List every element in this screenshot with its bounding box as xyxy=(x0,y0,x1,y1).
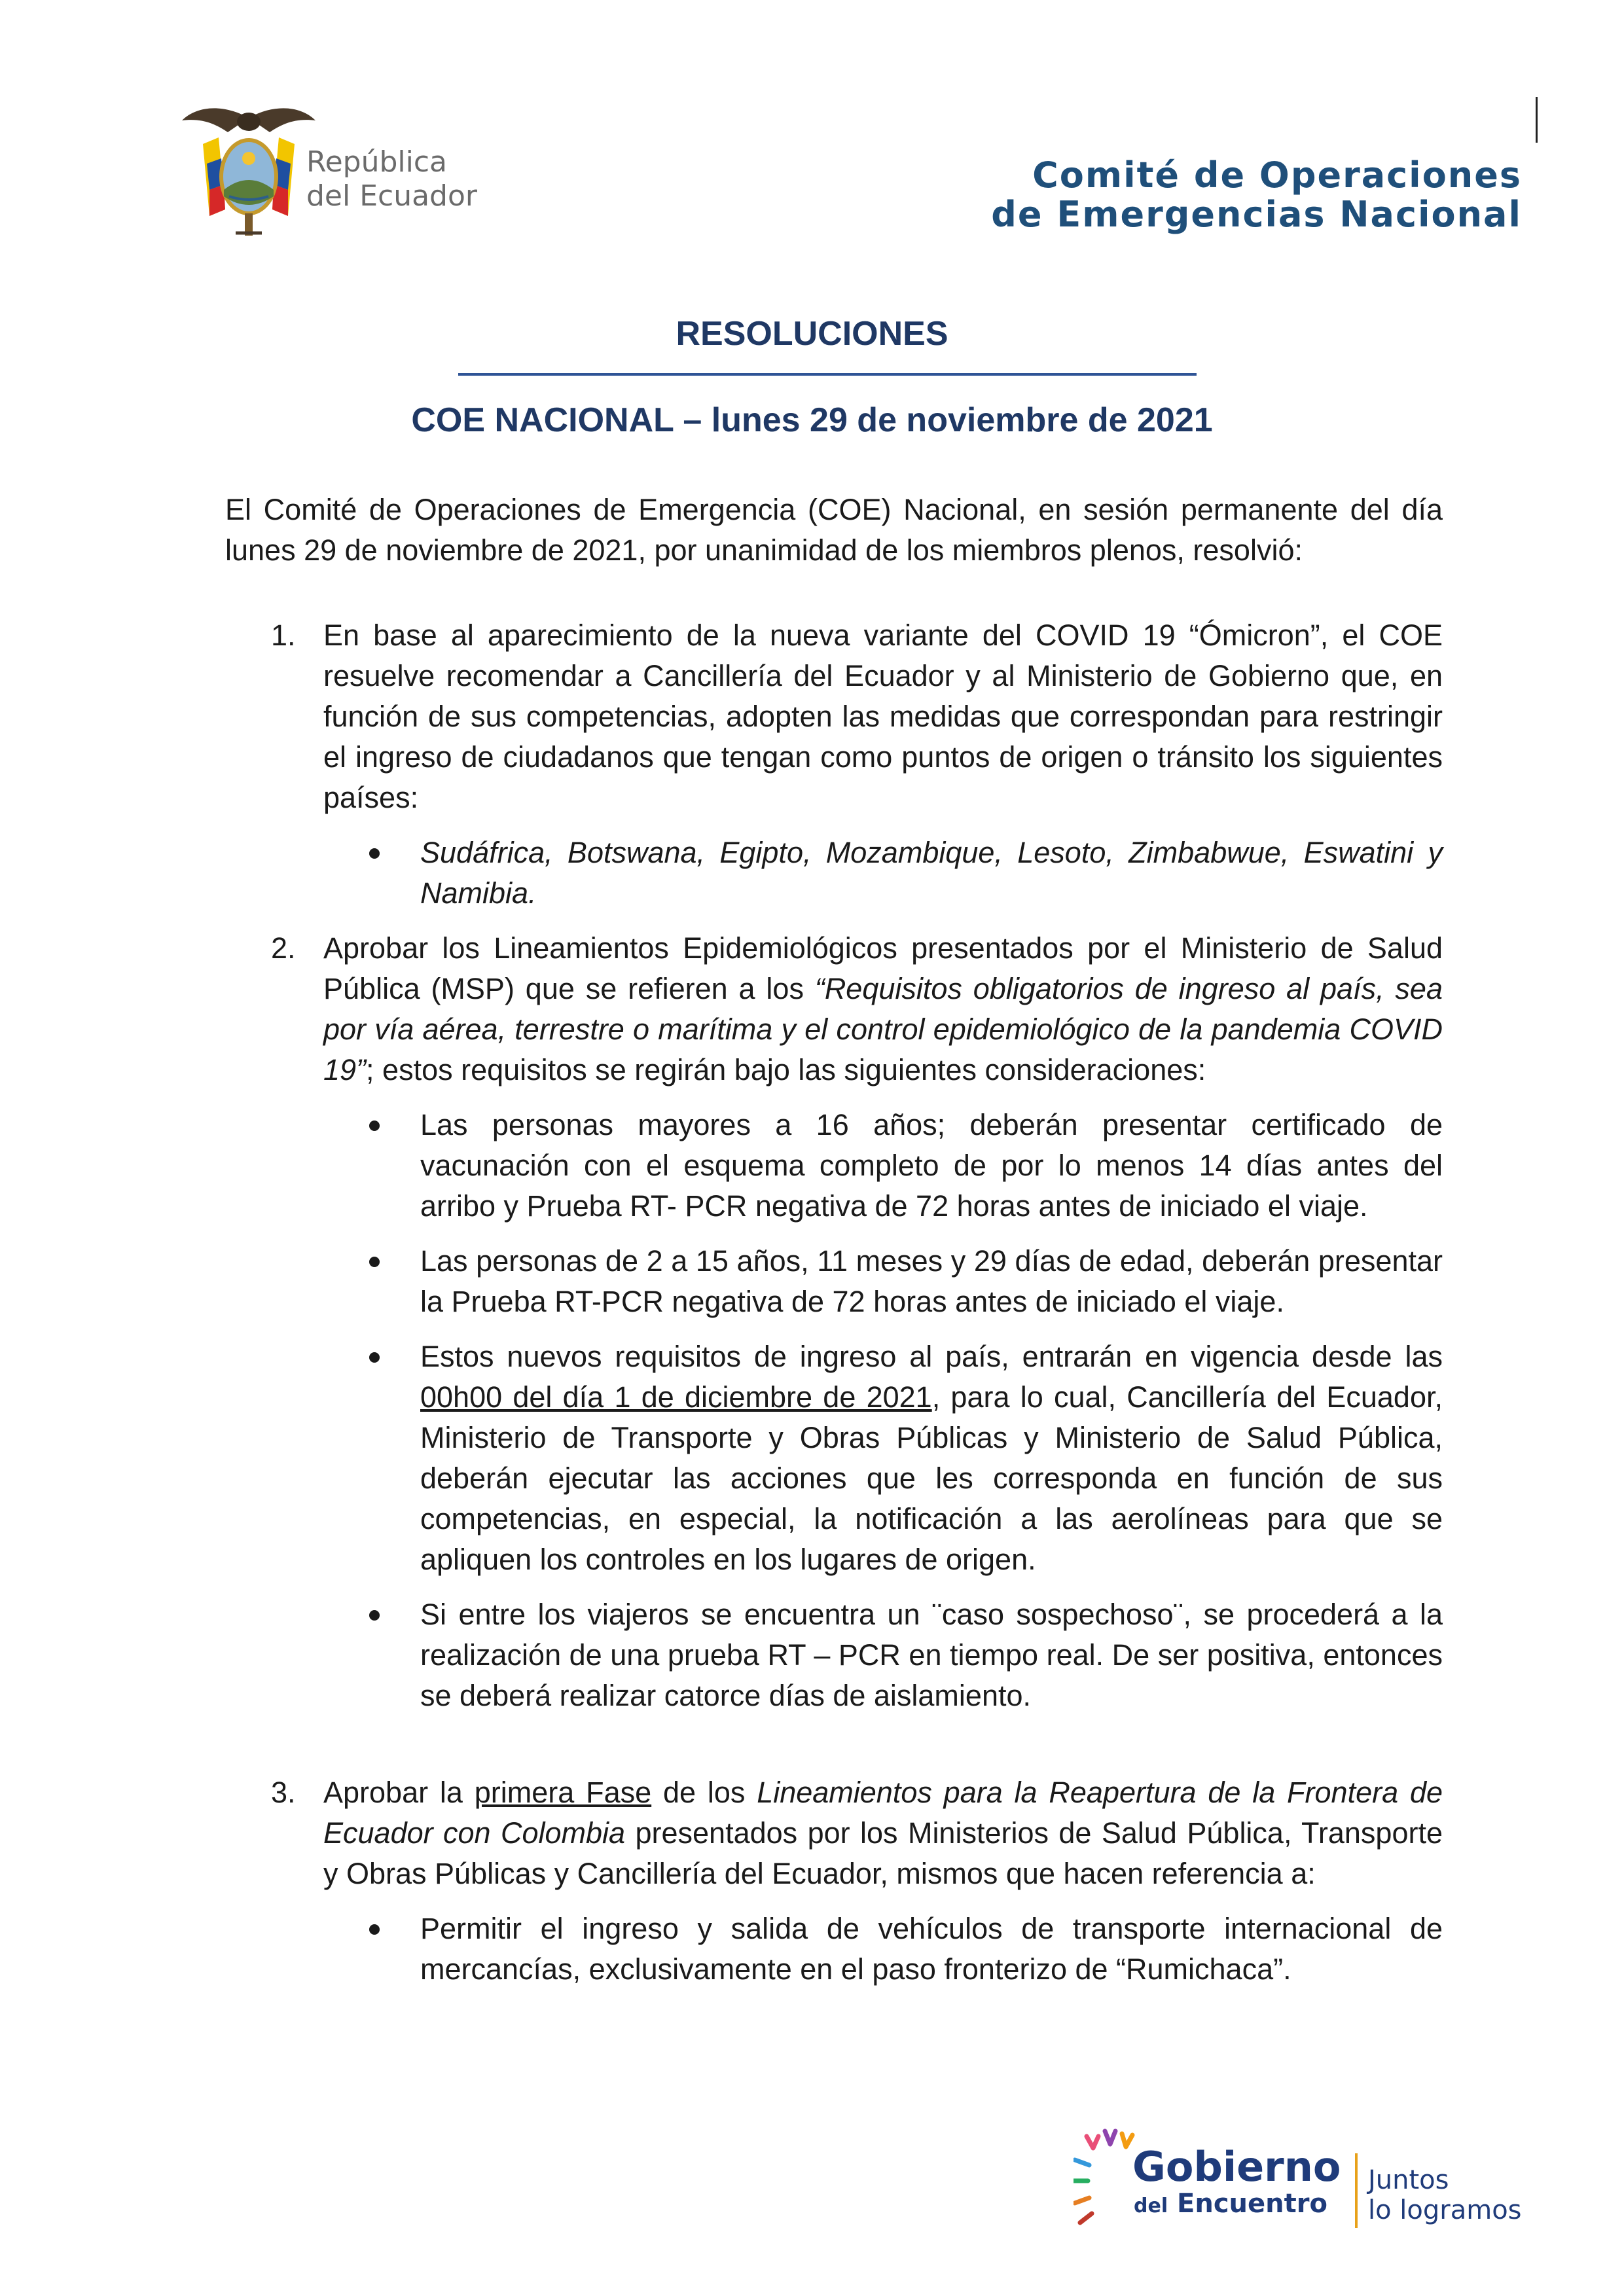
bullet-text: Permitir el ingreso y salida de vehículos de transporte internacional de mercancías, exclusivamente en el paso fronterizo de “Rumichaca”. xyxy=(420,1912,1443,1986)
republic-of-ecuador-wordmark xyxy=(306,145,477,213)
bullet-icon xyxy=(369,1610,380,1621)
item-text xyxy=(323,928,1443,1090)
bullet-icon xyxy=(369,1924,380,1935)
item-text-italic: Lineamientos para la Reapertura de la Frontera de Ecuador con Colombia xyxy=(323,1776,1443,1850)
logo-divider xyxy=(1355,2153,1358,2228)
resolution-item-2 xyxy=(225,928,1443,1716)
logo-sub-main: Encuentro xyxy=(1177,2189,1327,2219)
coe-line-1: Comité de Operaciones xyxy=(1032,154,1522,196)
slogan-line-2: lo logramos xyxy=(1368,2195,1522,2225)
ecuador-coat-of-arms-logo xyxy=(177,98,321,242)
gobierno-del-encuentro-logo xyxy=(1074,2108,1532,2238)
item-text-part: de los xyxy=(651,1776,757,1809)
resolution-body xyxy=(225,490,1443,2004)
bullet-item xyxy=(323,1336,1443,1580)
item-text-italic: “Requisitos obligatorios de ingreso al país, sea por vía aérea, terrestre o marítima y el control epidemiológico de la pandemia COVID 19” xyxy=(323,972,1443,1086)
bullet-text-part: Estos nuevos requisitos de ingreso al país, entrarán en vigencia desde las xyxy=(420,1340,1443,1373)
logo-sub-text xyxy=(1134,2189,1327,2221)
republic-line-2: del Ecuador xyxy=(306,179,477,213)
title-divider xyxy=(458,373,1197,376)
item-number: 1. xyxy=(271,619,296,652)
resolution-item-3 xyxy=(225,1772,1443,1990)
item-text-part: ; estos requisitos se regirán bajo las siguientes consideraciones: xyxy=(366,1053,1206,1086)
logo-main-text: Gobierno xyxy=(1132,2143,1341,2191)
item-text-part: presentados por los Ministerios de Salud Pública, Transporte y Obras Públicas y Cancillería del Ecuador, mismos que hacen referencia a: xyxy=(323,1816,1443,1890)
bullet-icon xyxy=(369,1121,380,1131)
item-text-part: Aprobar los Lineamientos Epidemiológicos presentados por el Ministerio de Salud Pública (MSP) que se refieren a los xyxy=(323,931,1443,1005)
item-text xyxy=(323,1772,1443,1894)
coe-line-2: de Emergencias Nacional xyxy=(991,194,1522,235)
bullet-item xyxy=(323,833,1443,914)
bullet-icon xyxy=(369,848,380,859)
item-text: En base al aparecimiento de la nueva variante del COVID 19 “Ómicron”, el COE resuelve recomendar a Cancillería del Ecuador y al Ministerio de Gobierno que, en función de sus competencias, adopten las medidas que correspondan para restringir el ingreso de ciudadanos que tengan como puntos de origen o tránsito los siguientes países: xyxy=(323,619,1443,814)
item-number: 2. xyxy=(271,931,296,965)
document-subtitle: COE NACIONAL – lunes 29 de noviembre de 2021 xyxy=(411,401,1213,439)
item-number: 3. xyxy=(271,1776,296,1809)
coe-nacional-wordmark xyxy=(991,156,1522,234)
document-title: RESOLUCIONES xyxy=(676,315,948,353)
bullet-item xyxy=(323,1594,1443,1716)
bullet-text: Las personas mayores a 16 años; deberán presentar certificado de vacunación con el esquema completo de por lo menos 14 días antes del arribo y Prueba RT- PCR negativa de 72 horas antes de iniciado el viaje. xyxy=(420,1108,1443,1223)
bullet-text-underline: 00h00 del día 1 de diciembre de 2021 xyxy=(420,1380,932,1414)
bullet-item xyxy=(323,1241,1443,1322)
bullet-item xyxy=(323,1909,1443,1990)
bullet-item xyxy=(323,1105,1443,1227)
bullet-text: Si entre los viajeros se encuentra un ¨caso sospechoso¨, se procederá a la realización de una prueba RT – PCR en tiempo real. De ser positiva, entonces se deberá realizar catorce días de aislamiento. xyxy=(420,1598,1443,1712)
logo-slogan xyxy=(1368,2165,1522,2225)
slogan-line-1: Juntos xyxy=(1368,2165,1449,2195)
bullet-text: Las personas de 2 a 15 años, 11 meses y 29 días de edad, deberán presentar la Prueba RT-PCR negativa de 72 horas antes de iniciado el viaje. xyxy=(420,1244,1443,1318)
rays-icon xyxy=(1074,2108,1139,2232)
item-text-part: Aprobar la xyxy=(323,1776,475,1809)
bullet-list xyxy=(323,1909,1443,1990)
bullet-icon xyxy=(369,1257,380,1267)
bullet-icon xyxy=(369,1352,380,1363)
bullet-text-part: , para lo cual, Cancillería del Ecuador, Ministerio de Transporte y Obras Públicas y Ministerio de Salud Pública, deberán ejecutar las acciones que les corresponda en función de sus competencias, en especial, la notificación a las aerolíneas para que se apliquen los controles en los lugares de origen. xyxy=(420,1380,1443,1576)
bullet-list xyxy=(323,833,1443,914)
intro-paragraph: El Comité de Operaciones de Emergencia (COE) Nacional, en sesión permanente del día lunes 29 de noviembre de 2021, por unanimidad de los miembros plenos, resolvió: xyxy=(225,493,1443,567)
republic-line-1: República xyxy=(306,145,448,179)
item-text-underline: primera Fase xyxy=(474,1776,652,1809)
bullet-list xyxy=(323,1105,1443,1716)
logo-sub-small: del xyxy=(1134,2195,1168,2217)
country-list: Sudáfrica, Botswana, Egipto, Mozambique, Lesoto, Zimbabwue, Eswatini y Namibia. xyxy=(420,836,1443,910)
resolution-item-1 xyxy=(225,615,1443,914)
header-vertical-rule xyxy=(1536,97,1538,143)
